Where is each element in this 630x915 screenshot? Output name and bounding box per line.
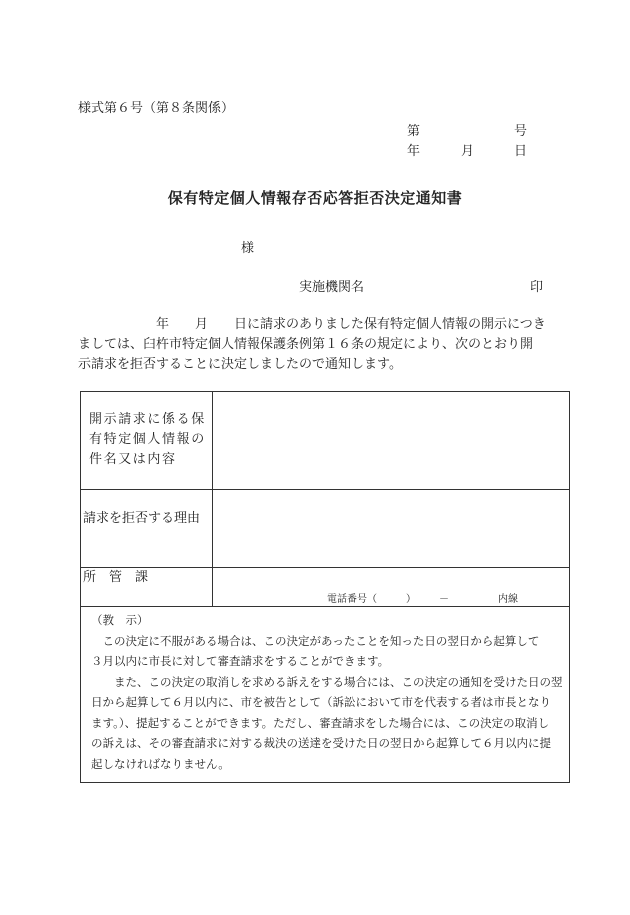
seal-mark: 印	[530, 280, 544, 295]
department-label: 所 管 課	[83, 570, 149, 585]
subject-label-line: 有特定個人情報の	[89, 432, 206, 447]
addressee-suffix: 様	[241, 241, 255, 256]
form-number: 様式第６号（第８条関係）	[78, 101, 235, 116]
body-line: 示請求を拒否することに決定しましたので通知します。	[78, 357, 402, 372]
notice-line: の訴えは、その審査請求に対する裁決の送達を受けた日の翌日から起算して６月以内に提	[91, 736, 551, 750]
date-month: 月	[461, 144, 475, 159]
subject-label-line: 開示請求に係る保	[89, 412, 206, 427]
notice-line: また、この決定の取消しを求める訴えをする場合には、この決定の通知を受けた日の翌	[91, 674, 563, 689]
phone-extension-label: 内線	[498, 594, 518, 605]
body-line: ましては、臼杵市特定個人情報保護条例第１６条の規定により、次のとおり開	[78, 337, 534, 352]
document-title: 保有特定個人情報存否応答拒否決定通知書	[167, 189, 463, 207]
phone-label: 電話番号（	[327, 594, 377, 605]
date-year: 年	[407, 144, 421, 159]
agency-label: 実施機関名	[299, 280, 365, 295]
phone-close-paren: ）	[406, 594, 416, 605]
refusal-reason-label: 請求を拒否する理由	[83, 511, 201, 526]
subject-label-line: 件名又は内容	[89, 452, 177, 467]
doc-number-suffix: 号	[514, 124, 528, 139]
notice-line: この決定に不服がある場合は、この決定があったことを知った日の翌日から起算して	[91, 633, 540, 648]
notice-line: ３月以内に市長に対して審査請求をすることができます。	[91, 654, 390, 668]
notice-heading: （教 示）	[91, 613, 149, 627]
date-day: 日	[514, 144, 528, 159]
body-line: 年 月 日に請求のありました保有特定個人情報の開示につき	[78, 317, 546, 332]
table-divider	[81, 489, 569, 490]
refusal-reason-field[interactable]	[216, 492, 566, 564]
notice-line: ます。）、提起することができます。ただし、審査請求をした場合には、この決定の取消し	[91, 715, 550, 730]
body-paragraph	[78, 315, 568, 375]
label-column-divider	[212, 392, 213, 606]
notice-line: 起しなければなりません。	[91, 756, 230, 771]
notice-section	[91, 610, 567, 774]
subject-label	[89, 410, 206, 470]
subject-field[interactable]	[216, 396, 566, 486]
table-divider	[81, 606, 569, 607]
doc-number-prefix: 第	[407, 124, 421, 139]
table-divider	[81, 567, 569, 568]
form-table	[80, 391, 570, 783]
notice-line: 日から起算して６月以内に、市を被告として（訴訟において市を代表する者は市長となり	[91, 695, 551, 709]
phone-dash: －	[439, 594, 449, 605]
